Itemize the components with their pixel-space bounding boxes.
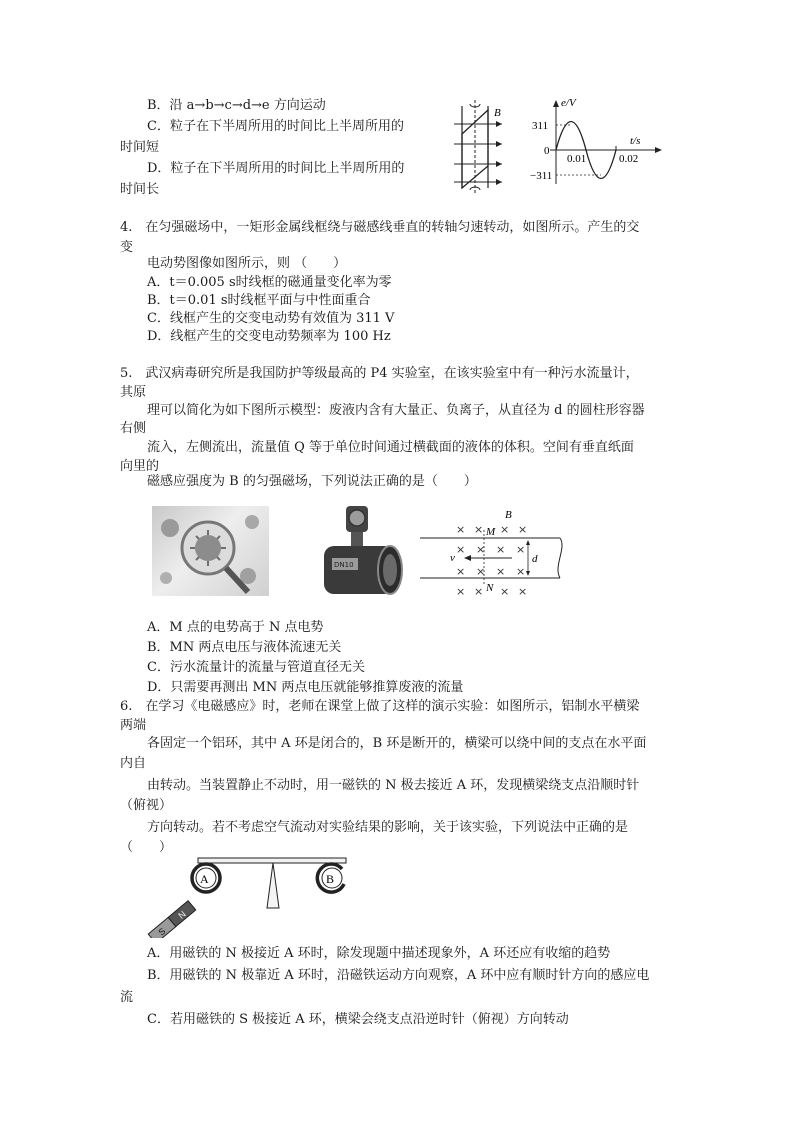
q6-option-c: C．若用磁铁的 S 极接近 A 环，横梁会绕支点沿逆时针（俯视）方向转动	[147, 1012, 569, 1027]
field-cross: ×	[476, 543, 486, 556]
q6-stem-line8: （ ）	[120, 840, 173, 855]
field-cross: ×	[476, 565, 486, 578]
q5-stem-line5: 流入，左侧流出，流量值 Q 等于单位时间通过横截面的液体的体积。空间有垂直纸面	[147, 440, 634, 455]
point-m-label: M	[486, 526, 496, 538]
pipe-magnetic-field-figure	[420, 508, 568, 600]
field-cross: ×	[500, 523, 510, 536]
q5-stem-line2: 其原	[120, 385, 147, 400]
field-cross: ×	[456, 585, 466, 598]
rotating-coil-figure	[440, 96, 520, 196]
field-cross: ×	[518, 585, 528, 598]
q4-stem-line3: 电动势图像如图所示，则 （ ）	[147, 256, 347, 271]
pipe-b-label: B	[505, 509, 512, 521]
q6-stem-line5: 由转动。当装置静止不动时，用一磁铁的 N 极去接近 A 环，发现横梁绕支点沿顺时针	[147, 778, 640, 793]
field-cross: ×	[496, 543, 506, 556]
field-cross: ×	[516, 565, 526, 578]
ring-b-label: B	[326, 872, 335, 886]
diameter-d-label: d	[532, 553, 538, 565]
q6-option-b-cont: 流	[120, 990, 134, 1005]
q5-stem-line4: 右侧	[120, 421, 147, 436]
q6-stem-line1: 6. 在学习《电磁感应》时，老师在课堂上做了这样的演示实验：如图所示，铝制水平横梁	[120, 699, 640, 714]
q4-option-c: C．线框产生的交变电动势有效值为 311 V	[147, 311, 395, 326]
graph-y-label: e/V	[561, 97, 576, 109]
q4-option-b: B．t＝0.01 s时线框平面与中性面重合	[147, 293, 371, 308]
virus-magnifier-photo	[152, 506, 269, 596]
q5-stem-line3: 理可以简化为如下图所示模型：废液内含有大量正、负离子，从直径为 d 的圆柱形容器	[147, 403, 645, 418]
field-cross: ×	[474, 585, 484, 598]
point-n-label: N	[486, 582, 494, 594]
q5-option-d: D．只需要再测出 MN 两点电压就能够推算废液的流量	[147, 680, 464, 695]
field-cross: ×	[474, 523, 484, 536]
q4-stem-line2: 变	[120, 240, 134, 255]
q5-option-a: A．M 点的电势高于 N 点电势	[147, 620, 324, 635]
q6-stem-line7: 方向转动。若不考虑空气流动对实验结果的影响，关于该实验，下列说法中正确的是	[147, 820, 629, 835]
emf-time-graph	[530, 96, 670, 186]
q6-option-a: A．用磁铁的 N 极接近 A 环时，除发现题中描述现象外，A 环还应有收缩的趋势	[147, 946, 611, 961]
q6-stem-line3: 各固定一个铝环，其中 A 环是闭合的，B 环是断开的，横梁可以绕中间的支点在水平面	[147, 736, 647, 751]
graph-origin: 0	[544, 145, 550, 157]
q6-stem-line2: 两端	[120, 718, 147, 733]
field-cross: ×	[456, 565, 466, 578]
aluminum-ring-beam-figure	[146, 854, 360, 938]
magnet-s-label: S	[156, 925, 168, 938]
magnet-n-label: N	[176, 908, 188, 921]
q5-stem-line6: 向里的	[120, 459, 160, 474]
graph-y-min: −311	[530, 170, 553, 182]
q4-stem-line1: 4. 在匀强磁场中，一矩形金属线框绕与磁感线垂直的转轴匀速转动，如图所示。产生的交	[120, 220, 640, 235]
q3-option-d: D．粒子在下半周所用的时间比上半周所用的	[147, 161, 405, 176]
q6-stem-line6: （俯视）	[120, 798, 173, 813]
q5-stem-line1: 5. 武汉病毒研究所是我国防护等级最高的 P4 实验室，在该实验室中有一种污水流量计，	[120, 366, 639, 381]
q5-option-c: C．污水流量计的流量与管道直径无关	[147, 660, 365, 675]
q3-option-c-cont: 时间短	[120, 140, 160, 155]
field-cross: ×	[456, 523, 466, 536]
q3-option-b: B．沿 a→b→c→d→e 方向运动	[147, 98, 326, 113]
field-cross: ×	[518, 523, 528, 536]
svg-text:DN10: DN10	[334, 561, 354, 569]
field-b-label: B	[494, 107, 501, 119]
ring-a-label: A	[200, 872, 209, 886]
graph-x-tick-1: 0.01	[567, 153, 587, 165]
q6-option-b: B．用磁铁的 N 极靠近 A 环时，沿磁铁运动方向观察，A 环中应有顺时针方向的感应电	[147, 968, 650, 983]
q3-option-d-cont: 时间长	[120, 182, 160, 197]
field-cross: ×	[496, 565, 506, 578]
q4-option-d: D．线框产生的交变电动势频率为 100 Hz	[147, 329, 391, 344]
graph-y-max: 311	[532, 120, 549, 132]
field-cross: ×	[500, 585, 510, 598]
q4-option-a: A．t＝0.005 s时线框的磁通量变化率为零	[147, 275, 392, 290]
graph-x-label: t/s	[630, 135, 641, 147]
q5-stem-line7: 磁感应强度为 B 的匀强磁场，下列说法正确的是（ ）	[147, 474, 477, 489]
graph-x-tick-2: 0.02	[619, 153, 639, 165]
field-cross: ×	[516, 543, 526, 556]
flowmeter-photo	[318, 502, 406, 602]
q5-option-b: B．MN 两点电压与液体流速无关	[147, 640, 342, 655]
velocity-v-label: v	[450, 552, 455, 564]
q6-stem-line4: 内自	[120, 756, 147, 771]
field-cross: ×	[456, 543, 466, 556]
q3-option-c: C．粒子在下半周所用的时间比上半周所用的	[147, 119, 404, 134]
